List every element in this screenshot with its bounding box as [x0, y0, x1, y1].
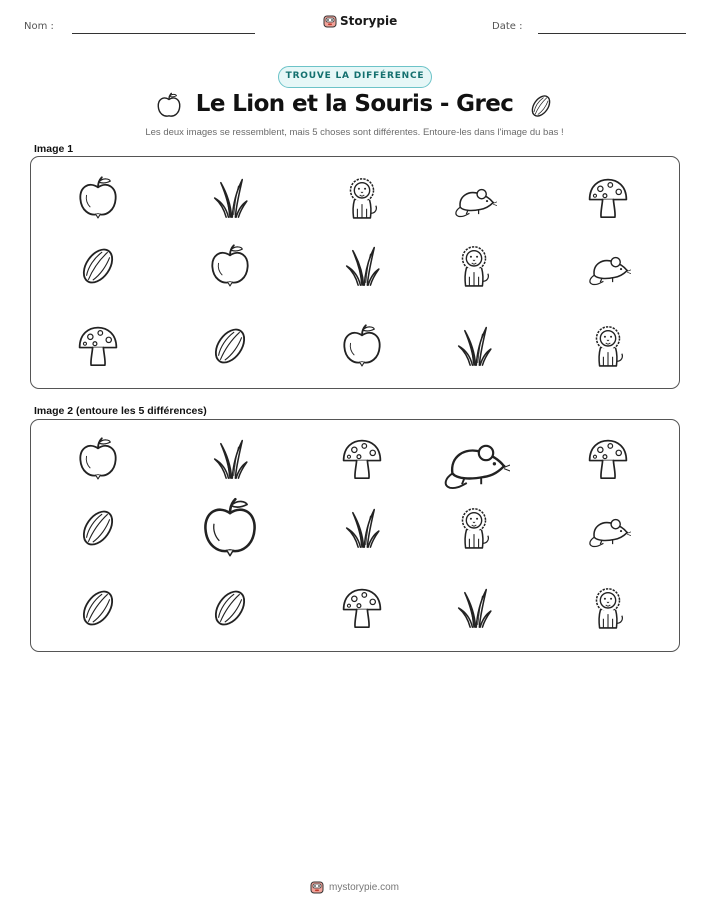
- almond-icon[interactable]: [75, 585, 121, 631]
- mouse-icon: [585, 243, 631, 289]
- apple-icon: [207, 243, 253, 289]
- apple-icon: [75, 175, 121, 221]
- worksheet-title: Le Lion et la Souris - Grec: [195, 91, 514, 117]
- almond-icon: [207, 323, 253, 369]
- date-field[interactable]: [538, 33, 686, 34]
- footer: [0, 880, 709, 894]
- mushroom-icon[interactable]: [339, 436, 385, 482]
- apple-icon: [339, 323, 385, 369]
- lion-icon: [451, 243, 497, 289]
- mouse-icon[interactable]: [585, 505, 631, 551]
- mushroom-icon[interactable]: [585, 436, 631, 482]
- lion-icon[interactable]: [585, 585, 631, 631]
- mushroom-icon[interactable]: [339, 585, 385, 631]
- image2-label: Image 2 (entoure les 5 différences): [34, 405, 207, 417]
- almond-icon[interactable]: [75, 505, 121, 551]
- almond-icon: [527, 91, 555, 121]
- almond-icon: [75, 243, 121, 289]
- activity-badge: TROUVE LA DIFFÉRENCE: [278, 66, 432, 88]
- mouse-icon: [451, 175, 497, 221]
- brand-logo: [323, 14, 397, 28]
- apple-icon[interactable]: [75, 436, 121, 482]
- storypie-mascot-icon: [310, 880, 324, 894]
- grass-icon: [339, 243, 385, 289]
- apple-icon[interactable]: [198, 496, 262, 560]
- name-label: Nom :: [24, 21, 54, 32]
- storypie-mascot-icon: [323, 14, 337, 28]
- lion-icon: [585, 323, 631, 369]
- mushroom-icon: [75, 323, 121, 369]
- worksheet-header: [0, 14, 709, 40]
- grass-icon: [451, 323, 497, 369]
- brand-name: Storypie: [340, 14, 398, 28]
- instructions-text: Les deux images se ressemblent, mais 5 choses sont différentes. Entoure-les dans l'image du bas !: [145, 127, 564, 138]
- almond-icon[interactable]: [207, 585, 253, 631]
- date-label: Date :: [492, 21, 523, 32]
- grass-icon: [207, 175, 253, 221]
- grass-icon[interactable]: [339, 505, 385, 551]
- image1-label: Image 1: [34, 143, 74, 155]
- grass-icon[interactable]: [207, 436, 253, 482]
- mushroom-icon: [585, 175, 631, 221]
- name-field[interactable]: [72, 33, 255, 34]
- grass-icon[interactable]: [451, 585, 497, 631]
- lion-icon: [339, 175, 385, 221]
- title-row: [0, 90, 709, 126]
- lion-icon[interactable]: [451, 505, 497, 551]
- footer-url: mystorypie.com: [328, 881, 399, 893]
- mouse-icon[interactable]: [438, 423, 510, 495]
